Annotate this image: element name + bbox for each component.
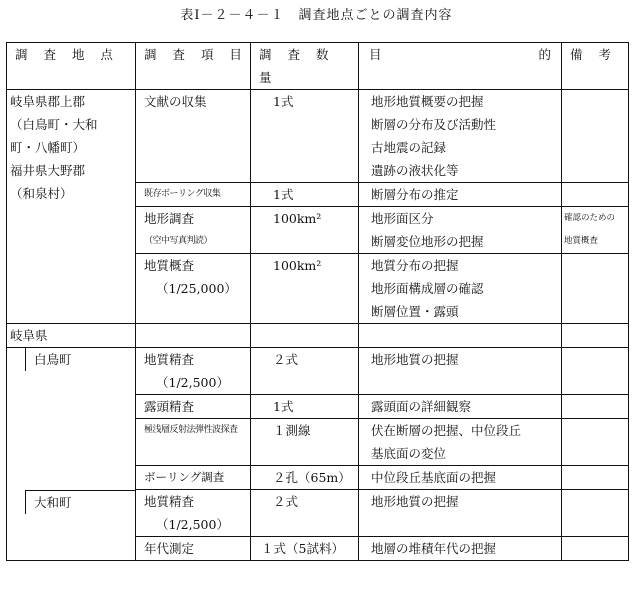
qty-cell: 100km² bbox=[251, 207, 359, 254]
purpose-cell: 中位段丘基底面の把握 bbox=[359, 466, 562, 490]
qty-cell: 1式 bbox=[251, 395, 359, 419]
region1-location: 岐阜県郡上郡 （白鳥町・大和 町・八幡町） 福井県大野郡 （和泉村） bbox=[7, 90, 136, 324]
note-cell bbox=[562, 183, 629, 207]
header-row bbox=[7, 43, 629, 90]
header-item: 調 査 項 目 bbox=[136, 43, 251, 90]
item-cell: 露頭精査 bbox=[136, 395, 251, 419]
purpose-cell: 露頭面の詳細観察 bbox=[359, 395, 562, 419]
note-cell bbox=[562, 490, 629, 537]
item-cell: 極浅層反射法弾性波探査 bbox=[136, 419, 251, 466]
header-quantity: 調 査 数 量 bbox=[251, 43, 359, 90]
item-cell: ボーリング調査 bbox=[136, 466, 251, 490]
qty-cell: 1式 bbox=[251, 183, 359, 207]
table-row bbox=[7, 324, 629, 348]
note-cell bbox=[562, 254, 629, 324]
table-row bbox=[7, 348, 629, 395]
note-cell bbox=[562, 348, 629, 395]
qty-cell: ２孔（65m） bbox=[251, 466, 359, 490]
note-cell bbox=[562, 466, 629, 490]
note-cell: 確認のための 地質概査 bbox=[562, 207, 629, 254]
item-cell: 地形調査 （空中写真判読） bbox=[136, 207, 251, 254]
header-purpose: 目 的 bbox=[359, 43, 562, 90]
qty-cell: 100km² bbox=[251, 254, 359, 324]
purpose-cell: 地形地質概要の把握 断層の分布及び活動性 古地震の記録 遺跡の液状化等 bbox=[359, 90, 562, 183]
yamato-location: 大和町 bbox=[7, 490, 136, 561]
item-cell: 文献の収集 bbox=[136, 90, 251, 183]
table-title: 表Ⅰ－２－４－１ 調査地点ごとの調査内容 bbox=[180, 8, 453, 23]
item-cell: 既存ボーリング収集 bbox=[136, 183, 251, 207]
purpose-cell: 伏在断層の把握、中位段丘 基底面の変位 bbox=[359, 419, 562, 466]
purpose-cell: 地層の堆積年代の把握 bbox=[359, 537, 562, 561]
survey-table bbox=[6, 42, 629, 561]
qty-cell: １測線 bbox=[251, 419, 359, 466]
purpose-cell: 地形地質の把握 bbox=[359, 348, 562, 395]
qty-cell: １式（5試料） bbox=[251, 537, 359, 561]
qty-cell: ２式 bbox=[251, 348, 359, 395]
qty-cell: 1式 bbox=[251, 90, 359, 183]
note-cell bbox=[562, 395, 629, 419]
header-note: 備 考 bbox=[562, 43, 629, 90]
purpose-cell: 断層分布の推定 bbox=[359, 183, 562, 207]
item-cell: 年代測定 bbox=[136, 537, 251, 561]
note-cell bbox=[562, 90, 629, 183]
item-cell: 地質概査 （1/25,000） bbox=[136, 254, 251, 324]
qty-cell: ２式 bbox=[251, 490, 359, 537]
purpose-cell: 地形地質の把握 bbox=[359, 490, 562, 537]
item-cell: 地質精査 （1/2,500） bbox=[136, 348, 251, 395]
region2-pref: 岐阜県 bbox=[7, 324, 136, 348]
table-row bbox=[7, 490, 629, 537]
purpose-cell: 地形面区分 断層変位地形の把握 bbox=[359, 207, 562, 254]
shirotori-location: 白鳥町 bbox=[7, 348, 136, 490]
item-cell: 地質精査 （1/2,500） bbox=[136, 490, 251, 537]
note-cell bbox=[562, 537, 629, 561]
purpose-cell: 地質分布の把握 地形面構成層の確認 断層位置・露頭 bbox=[359, 254, 562, 324]
header-location: 調 査 地 点 bbox=[7, 43, 136, 90]
table-row bbox=[7, 90, 629, 183]
note-cell bbox=[562, 419, 629, 466]
